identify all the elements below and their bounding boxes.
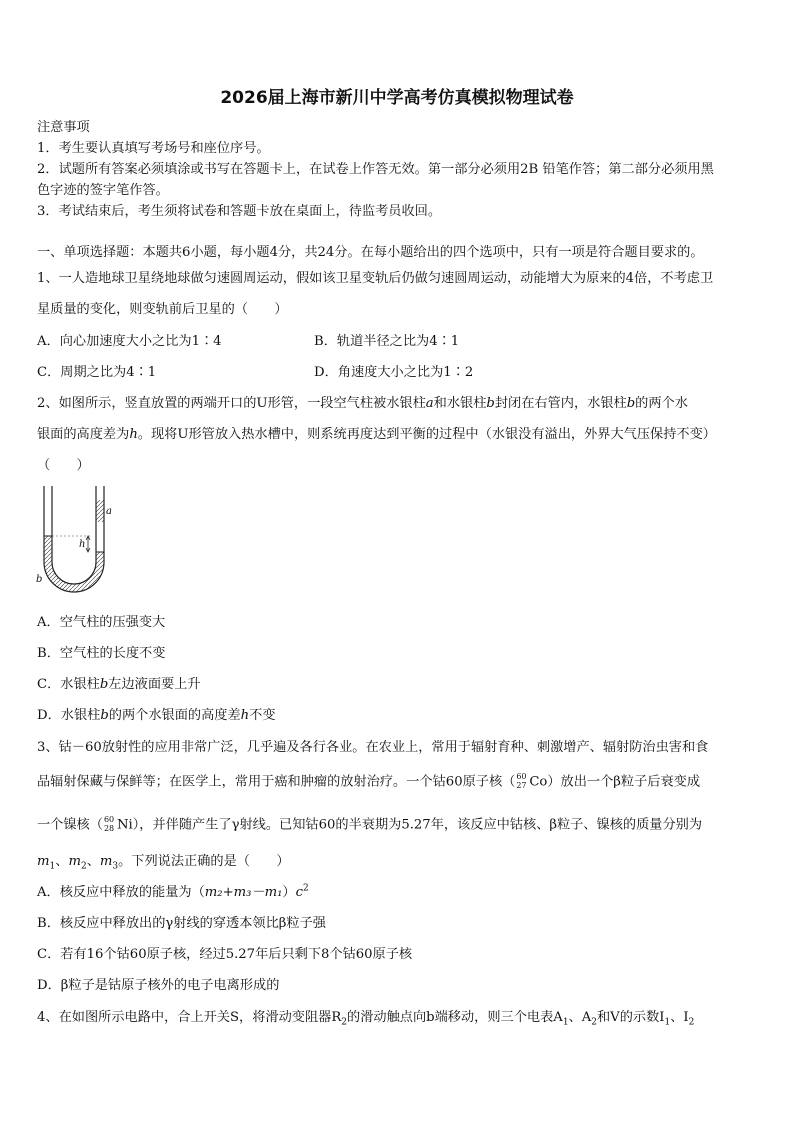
q3-stem: 一个镍核（ 60 28 Ni），并伴随产生了γ射线。已知钴60的半衰期为5.27年，该反应中钴核、β粒子、镍核的质量分别为: [37, 815, 703, 833]
q3-option-c: C．若有16个钴60原子核，经过5.27年后只剩下8个钴60原子核: [37, 947, 413, 962]
notice-heading: 注意事项: [37, 120, 90, 135]
q1-option-d: D．角速度大小之比为1∶2: [314, 365, 474, 380]
q2-option-c: C．水银柱b左边液面要上升: [37, 677, 201, 692]
fig-label-a: a: [106, 506, 112, 517]
q3-option-d: D．β粒子是钴原子核外的电子电离形成的: [37, 978, 280, 993]
fig-label-b: b: [36, 574, 43, 585]
q1-option-a: A．向心加速度大小之比为1∶4: [37, 334, 222, 349]
section-heading: 一、单项选择题：本题共6小题，每小题4分，共24分。在每小题给出的四个选项中，只有一项是符合题目要求的。: [37, 245, 704, 260]
notice-item: 2．试题所有答案必须填涂或书写在答题卡上，在试卷上作答无效。第一部分必须用2B 铅笔作答；第二部分必须用黑: [37, 162, 714, 177]
q1-stem: 1、一人造地球卫星绕地球做匀速圆周运动，假如该卫星变轨后仍做匀速圆周运动，动能增大为原来的4倍，不考虑卫: [37, 271, 714, 286]
q2-stem: 2、如图所示，竖直放置的两端开口的U形管，一段空气柱被水银柱a和水银柱b封闭在右管内，水银柱b的两个水: [37, 396, 688, 411]
exam-title: 2026届上海市新川中学高考仿真模拟物理试卷: [220, 88, 574, 108]
q2-option-a: A．空气柱的压强变大: [37, 615, 166, 630]
q1-option-c: C．周期之比为4∶1: [37, 365, 157, 380]
fig-label-h: h: [79, 539, 86, 550]
q3-option-a: A．核反应中释放的能量为$(m_2+m_3-m_1)c^2$: [37, 883, 309, 900]
u-tube-diagram: [36, 484, 116, 594]
q3-stem: $m_1$、$m_2$、$m_3$。下列说法正确的是（ ）: [37, 854, 290, 872]
q1-option-b: B．轨道半径之比为4∶1: [314, 334, 460, 349]
notice-item: 色字迹的签字笔作答。: [37, 183, 169, 198]
notice-item: 3．考试结束后，考生须将试卷和答题卡放在桌面上，待监考员收回。: [37, 204, 442, 219]
cobalt-isotope-indices: 60 27: [516, 772, 527, 790]
nickel-isotope-indices: 60 28: [103, 815, 115, 833]
q2-option-b: B．空气柱的长度不变: [37, 646, 166, 661]
q4-stem: 4、在如图所示电路中，合上开关S，将滑动变阻器$R_2$的滑动触点向b端移动，则三个电表$A_1$、$A_2$和V的示数$I_1$、$I_2$: [37, 1010, 695, 1028]
q2-stem: 银面的高度差为h。现将U形管放入热水槽中，则系统再度达到平衡的过程中（水银没有溢出，外界大气压保持不变）: [37, 427, 716, 442]
q1-stem: 星质量的变化，则变轨前后卫星的（ ）: [37, 302, 288, 317]
notice-item: 1．考生要认真填写考场号和座位序号。: [37, 141, 270, 156]
q2-stem: （ ）: [37, 458, 90, 473]
q3-option-b: B．核反应中释放出的γ射线的穿透本领比β粒子强: [37, 916, 326, 931]
q3-stem: 品辐射保藏与保鲜等；在医学上，常用于癌和肿瘤的放射治疗。一个钴60原子核（ 60 27 Co）放出一个β粒子后衰变成: [37, 772, 701, 790]
q3-stem: 3、钴－60放射性的应用非常广泛，几乎遍及各行各业。在农业上，常用于辐射育种、刺激增产、辐射防治虫害和食: [37, 740, 709, 755]
q2-option-d: D．水银柱b的两个水银面的高度差h不变: [37, 708, 276, 723]
